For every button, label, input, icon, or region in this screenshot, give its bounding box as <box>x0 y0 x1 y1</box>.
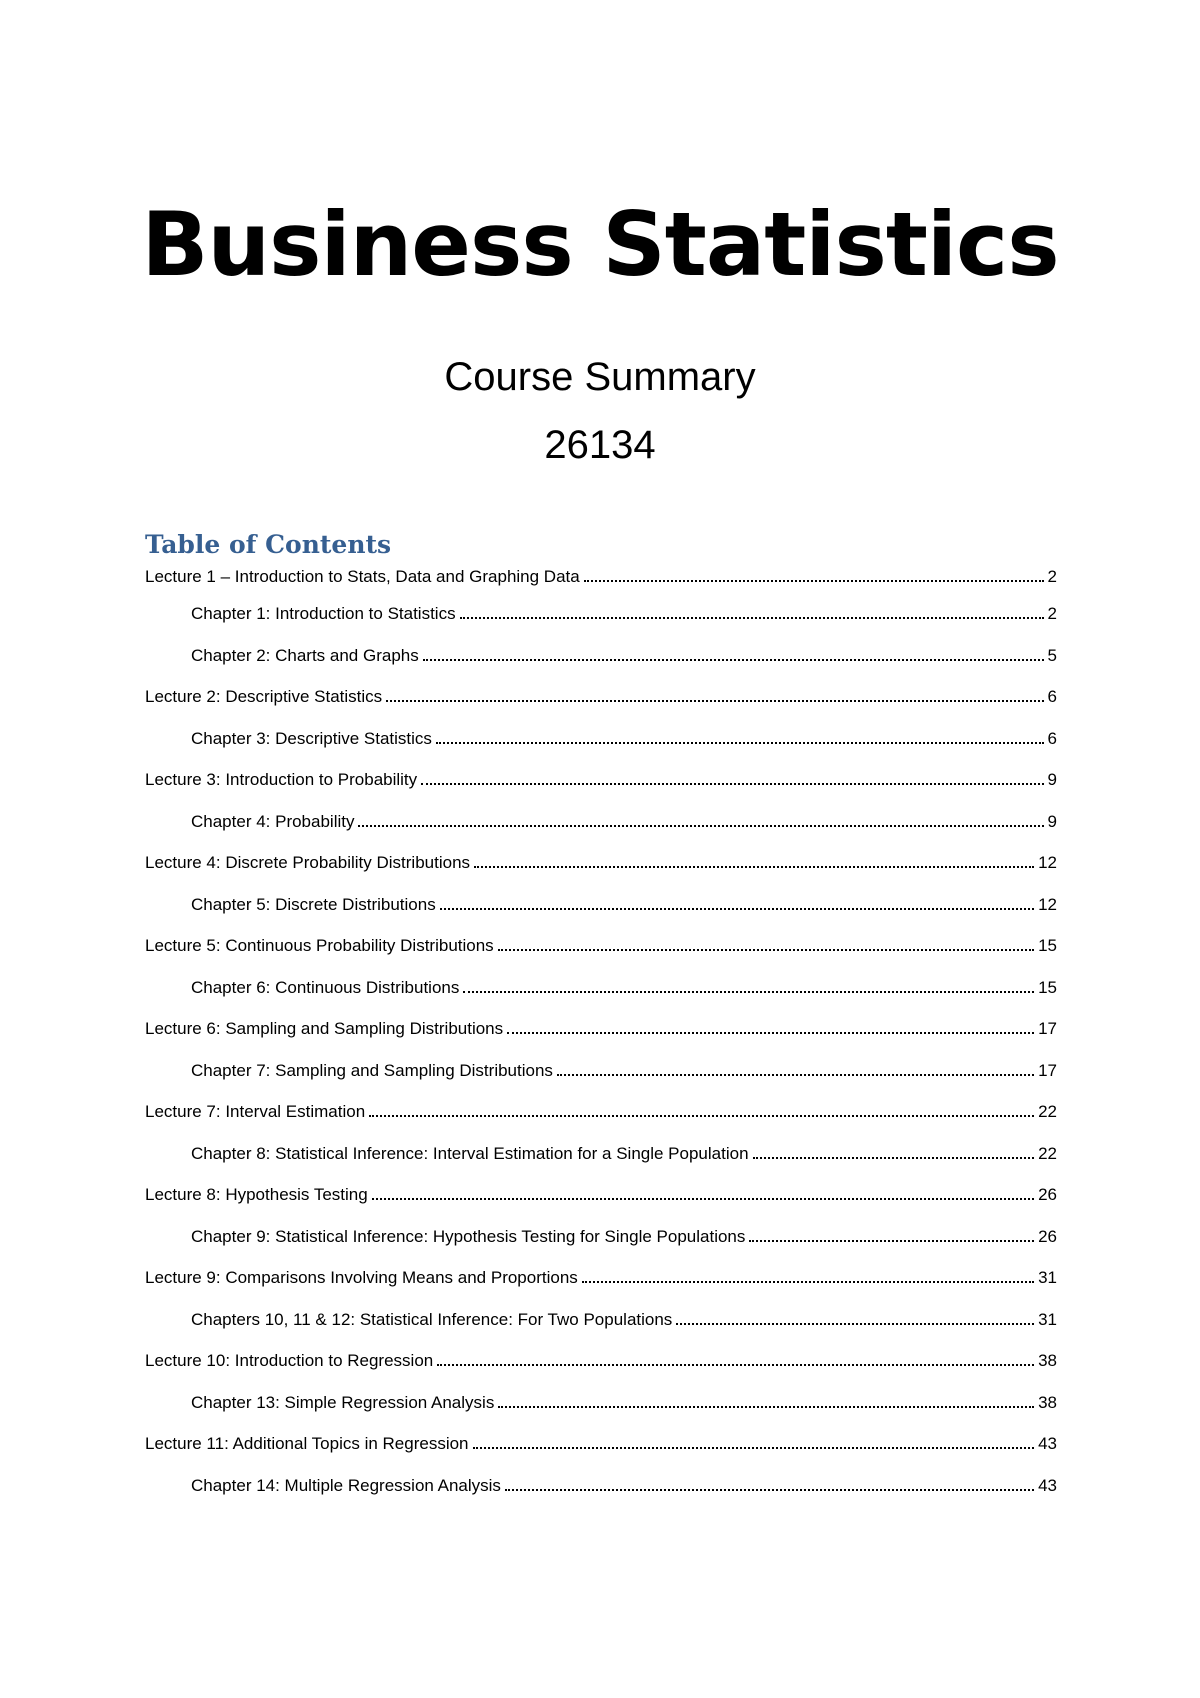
dot-leader <box>369 1115 1034 1117</box>
dot-leader <box>507 1032 1034 1034</box>
toc-entry-title: Chapter 1: Introduction to Statistics <box>191 604 456 623</box>
toc-entry-title: Lecture 9: Comparisons Involving Means and Proportions <box>145 1268 578 1287</box>
toc-entry-title: Chapter 13: Simple Regression Analysis <box>191 1392 495 1412</box>
dot-leader <box>474 866 1034 868</box>
toc-entry-page-number: 6 <box>1047 687 1057 706</box>
toc-entry-title: Chapters 10, 11 & 12: Statistical Inference: For Two Populations <box>191 1309 673 1329</box>
dot-leader <box>460 617 1044 619</box>
course-code: 26134 <box>544 423 656 467</box>
toc-entry-lecture[interactable] <box>145 769 1057 811</box>
toc-entry-page-number: 9 <box>1047 811 1057 831</box>
toc-entry-title: Lecture 2: Descriptive Statistics <box>145 687 383 706</box>
toc-entry-page-number: 43 <box>1038 1475 1057 1495</box>
dot-leader <box>584 580 1044 582</box>
dot-leader <box>423 659 1044 661</box>
toc-entry-lecture[interactable] <box>145 935 1057 977</box>
toc-entry-title: Chapter 2: Charts and Graphs <box>191 645 419 665</box>
toc-entry-page-number: 17 <box>1038 1060 1057 1080</box>
dot-leader <box>440 908 1034 910</box>
document-subtitle: Course Summary <box>444 355 756 399</box>
toc-entry-chapter[interactable] <box>145 728 1057 770</box>
toc-entry-chapter[interactable] <box>145 1475 1057 1517</box>
toc-entry-lecture[interactable] <box>145 852 1057 894</box>
document-title: Business Statistics <box>141 193 1059 296</box>
toc-entry-lecture[interactable] <box>145 1433 1057 1475</box>
toc-entry-title: Chapter 9: Statistical Inference: Hypothesis Testing for Single Populations <box>191 1226 746 1246</box>
toc-entry-title: Chapter 14: Multiple Regression Analysis <box>191 1475 501 1495</box>
toc-entry-chapter[interactable] <box>145 894 1057 936</box>
toc-entry-chapter[interactable] <box>145 811 1057 853</box>
table-of-contents <box>145 528 1057 1516</box>
dot-leader <box>498 1406 1034 1408</box>
toc-entry-page-number: 22 <box>1038 1143 1057 1163</box>
toc-entry-lecture[interactable] <box>145 566 1057 603</box>
dot-leader <box>358 825 1043 827</box>
toc-entry-title: Lecture 5: Continuous Probability Distributions <box>145 936 494 955</box>
toc-entry-page-number: 2 <box>1047 567 1057 586</box>
dot-leader <box>473 1447 1035 1449</box>
toc-entry-page-number: 15 <box>1038 977 1057 997</box>
toc-entry-title: Lecture 4: Discrete Probability Distributions <box>145 853 471 872</box>
toc-entry-chapter[interactable] <box>145 1143 1057 1185</box>
toc-entry-page-number: 38 <box>1038 1392 1057 1412</box>
toc-entry-lecture[interactable] <box>145 1267 1057 1309</box>
toc-entry-title: Lecture 11: Additional Topics in Regression <box>145 1434 469 1453</box>
toc-entry-title: Chapter 3: Descriptive Statistics <box>191 728 432 748</box>
toc-entry-page-number: 17 <box>1038 1019 1057 1038</box>
toc-entry-page-number: 31 <box>1038 1268 1057 1287</box>
toc-entry-page-number: 38 <box>1038 1351 1057 1370</box>
toc-entry-title: Chapter 4: Probability <box>191 811 355 831</box>
toc-entry-title: Chapter 6: Continuous Distributions <box>191 977 460 997</box>
toc-entry-title: Lecture 7: Interval Estimation <box>145 1102 366 1121</box>
dot-leader <box>386 700 1043 702</box>
toc-entry-chapter[interactable] <box>145 1392 1057 1434</box>
dot-leader <box>436 742 1044 744</box>
toc-entry-page-number: 26 <box>1038 1185 1057 1204</box>
toc-list <box>145 566 1057 1516</box>
toc-entry-page-number: 31 <box>1038 1309 1057 1329</box>
dot-leader <box>437 1364 1034 1366</box>
dot-leader <box>582 1281 1034 1283</box>
dot-leader <box>498 949 1034 951</box>
dot-leader <box>749 1240 1034 1242</box>
toc-heading: Table of Contents <box>145 530 392 559</box>
toc-entry-title: Lecture 6: Sampling and Sampling Distributions <box>145 1019 504 1038</box>
toc-entry-lecture[interactable] <box>145 1018 1057 1060</box>
dot-leader <box>505 1489 1034 1491</box>
dot-leader <box>421 783 1043 785</box>
toc-entry-page-number: 22 <box>1038 1102 1057 1121</box>
toc-entry-lecture[interactable] <box>145 1350 1057 1392</box>
toc-entry-title: Lecture 10: Introduction to Regression <box>145 1351 434 1370</box>
toc-entry-title: Lecture 1 – Introduction to Stats, Data and Graphing Data <box>145 567 580 586</box>
toc-entry-title: Chapter 5: Discrete Distributions <box>191 894 436 914</box>
toc-entry-page-number: 9 <box>1047 770 1057 789</box>
toc-entry-chapter[interactable] <box>145 1309 1057 1351</box>
dot-leader <box>557 1074 1034 1076</box>
toc-entry-page-number: 12 <box>1038 894 1057 914</box>
toc-entry-lecture[interactable] <box>145 1184 1057 1226</box>
toc-entry-lecture[interactable] <box>145 1101 1057 1143</box>
toc-entry-lecture[interactable] <box>145 686 1057 728</box>
toc-entry-page-number: 26 <box>1038 1226 1057 1246</box>
toc-entry-chapter[interactable] <box>145 977 1057 1019</box>
toc-entry-title: Chapter 7: Sampling and Sampling Distributions <box>191 1060 553 1080</box>
toc-entry-page-number: 6 <box>1047 728 1057 748</box>
dot-leader <box>463 991 1034 993</box>
toc-entry-chapter[interactable] <box>145 1060 1057 1102</box>
toc-entry-page-number: 2 <box>1047 604 1057 623</box>
toc-entry-page-number: 12 <box>1038 853 1057 872</box>
toc-entry-chapter[interactable] <box>145 645 1057 687</box>
toc-entry-chapter[interactable] <box>145 603 1057 645</box>
dot-leader <box>753 1157 1035 1159</box>
toc-entry-page-number: 43 <box>1038 1434 1057 1453</box>
toc-entry-page-number: 5 <box>1047 645 1057 665</box>
toc-entry-page-number: 15 <box>1038 936 1057 955</box>
toc-entry-title: Chapter 8: Statistical Inference: Interval Estimation for a Single Population <box>191 1143 749 1163</box>
dot-leader <box>676 1323 1034 1325</box>
toc-entry-chapter[interactable] <box>145 1226 1057 1268</box>
dot-leader <box>372 1198 1034 1200</box>
toc-entry-title: Lecture 3: Introduction to Probability <box>145 770 418 789</box>
toc-entry-title: Lecture 8: Hypothesis Testing <box>145 1185 368 1204</box>
